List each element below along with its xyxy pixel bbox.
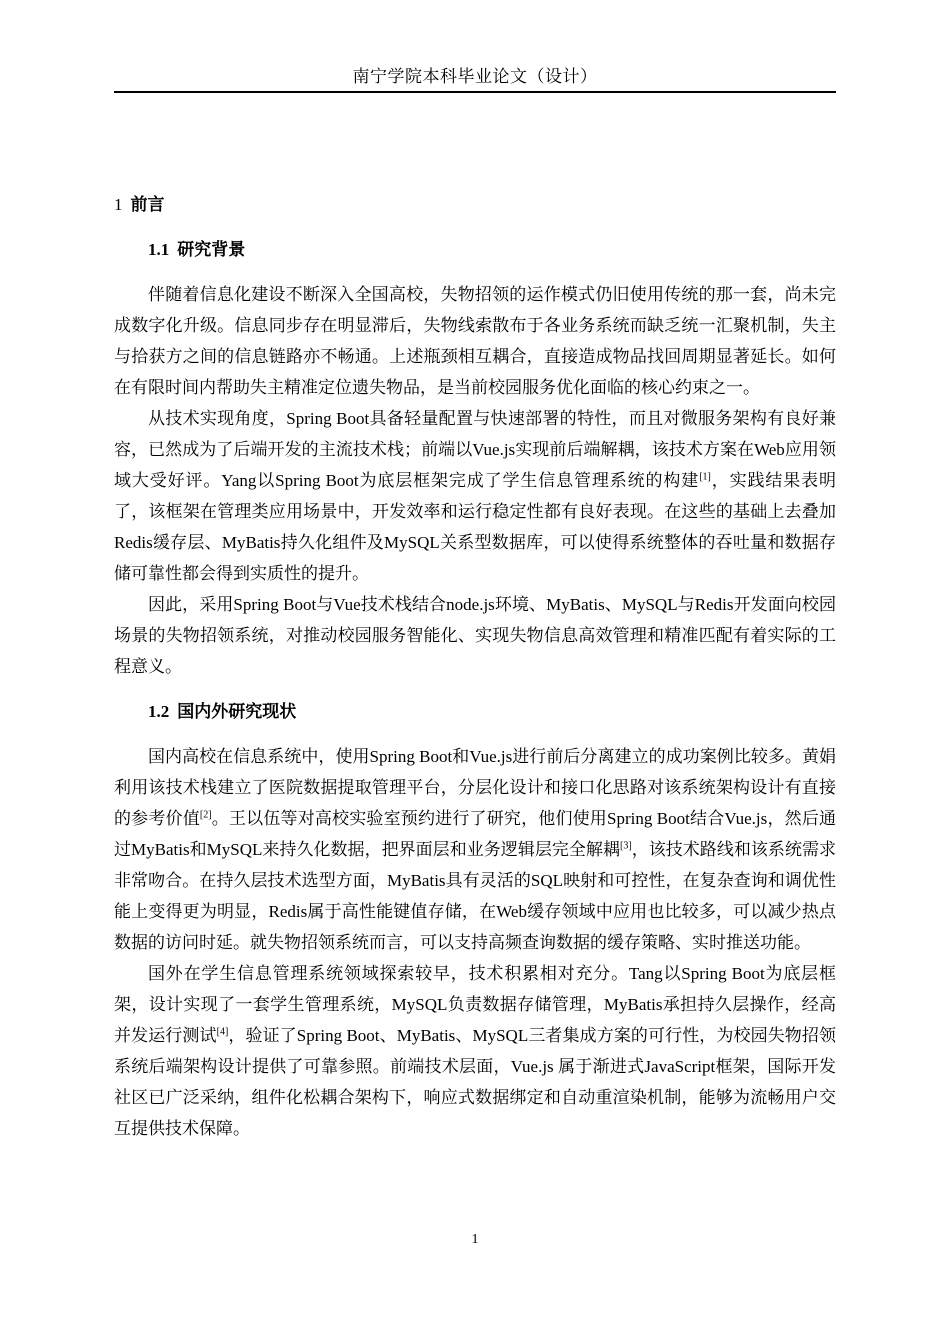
section-number: 1 [114,195,123,214]
subsection-1-2-body [114,741,836,1144]
header-rule [114,91,836,93]
subsection-title: 研究背景 [177,240,246,259]
body-paragraph [114,403,836,589]
paragraph-text: 国内高校在信息系统中，使用Spring Boot和Vue.js进行前后分离建立的成功案例比较多。黄娟利用该技术栈建立了医院数据提取管理平台，分层化设计和接口化思路对该系统架构设计有直接的参考价值 [114,747,836,828]
paragraph-text: 因此，采用Spring Boot与Vue技术栈结合node.js环境、MyBatis、MySQL与Redis开发面向校园场景的失物招领系统，对推动校园服务智能化、实现失物信息高效管理和精准匹配有着实际的工程意义。 [114,595,836,676]
citation-superscript: [3] [620,840,632,852]
body-paragraph [114,741,836,958]
page-number: 1 [471,1232,479,1247]
subsection-number: 1.1 [148,240,170,259]
body-paragraph [114,279,836,403]
paragraph-text: 。王以伍等对高校实验室预约进行了研究，他们使用Spring Boot结合Vue.js，然后通过MyBatis和MySQL来持久化数据，把界面层和业务逻辑层完全解耦 [114,809,836,859]
subsection-heading-1-2 [148,696,836,727]
paragraph-text: 国外在学生信息管理系统领域探索较早，技术积累相对充分。Tang以Spring Boot为底层框架，设计实现了一套学生管理系统，MySQL负责数据存储管理，MyBatis承担持久层操作，经高并发运行测试 [114,964,836,1045]
subsection-number: 1.2 [148,702,170,721]
document-body [114,189,836,1144]
citation-superscript: [2] [199,809,212,821]
page-header: 南宁学院本科毕业论文（设计） [352,67,598,86]
paragraph-text: 伴随着信息化建设不断深入全国高校，失物招领的运作模式仍旧使用传统的那一套，尚未完成数字化升级。信息同步存在明显滞后，失物线索散布于各业务系统而缺乏统一汇聚机制，失主与拾获方之间的信息链路亦不畅通。上述瓶颈相互耦合，直接造成物品找回周期显著延长。如何在有限时间内帮助失主精准定位遗失物品，是当前校园服务优化面临的核心约束之一。 [114,285,836,397]
paragraph-text: 从技术实现角度，Spring Boot具备轻量配置与快速部署的特性，而且对微服务架构有良好兼容，已然成为了后端开发的主流技术栈；前端以Vue.js实现前后端解耦，该技术方案在Web应用领域大受好评。Yang以Spring Boot为底层框架完成了学生信息管理系统的构建 [114,409,836,490]
body-paragraph [114,958,836,1144]
body-paragraph [114,589,836,682]
paragraph-text: ，验证了Spring Boot、MyBatis、MySQL三者集成方案的可行性，为校园失物招领系统后端架构设计提供了可靠参照。前端技术层面，Vue.js 属于渐进式JavaScript框架，国际开发社区已广泛采纳，组件化松耦合架构下，响应式数据绑定和自动重渲染机制，能够为流畅用户交互提供技术保障。 [114,1026,837,1138]
subsection-title: 国内外研究现状 [177,702,297,721]
paragraph-text: ，该技术路线和该系统需求非常吻合。在持久层技术选型方面，MyBatis具有灵活的SQL映射和可控性，在复杂查询和调优性能上变得更为明显，Redis属于高性能键值存储，在Web缓存领域中应用也比较多，可以减少热点数据的访问时延。就失物招领系统而言，可以支持高频查询数据的缓存策略、实时推送功能。 [114,840,837,952]
section-heading-1 [114,189,836,220]
citation-superscript: [4] [216,1026,229,1038]
paragraph-text: ，实践结果表明了，该框架在管理类应用场景中，开发效率和运行稳定性都有良好表现。在这些的基础上去叠加Redis缓存层、MyBatis持久化组件及MySQL关系型数据库，可以使得系统整体的吞吐量和数据存储可靠性都会得到实质性的提升。 [114,471,836,583]
citation-superscript: [1] [699,471,711,483]
subsection-heading-1-1 [148,234,836,265]
section-title: 前言 [130,195,165,214]
subsection-1-1-body [114,279,836,682]
